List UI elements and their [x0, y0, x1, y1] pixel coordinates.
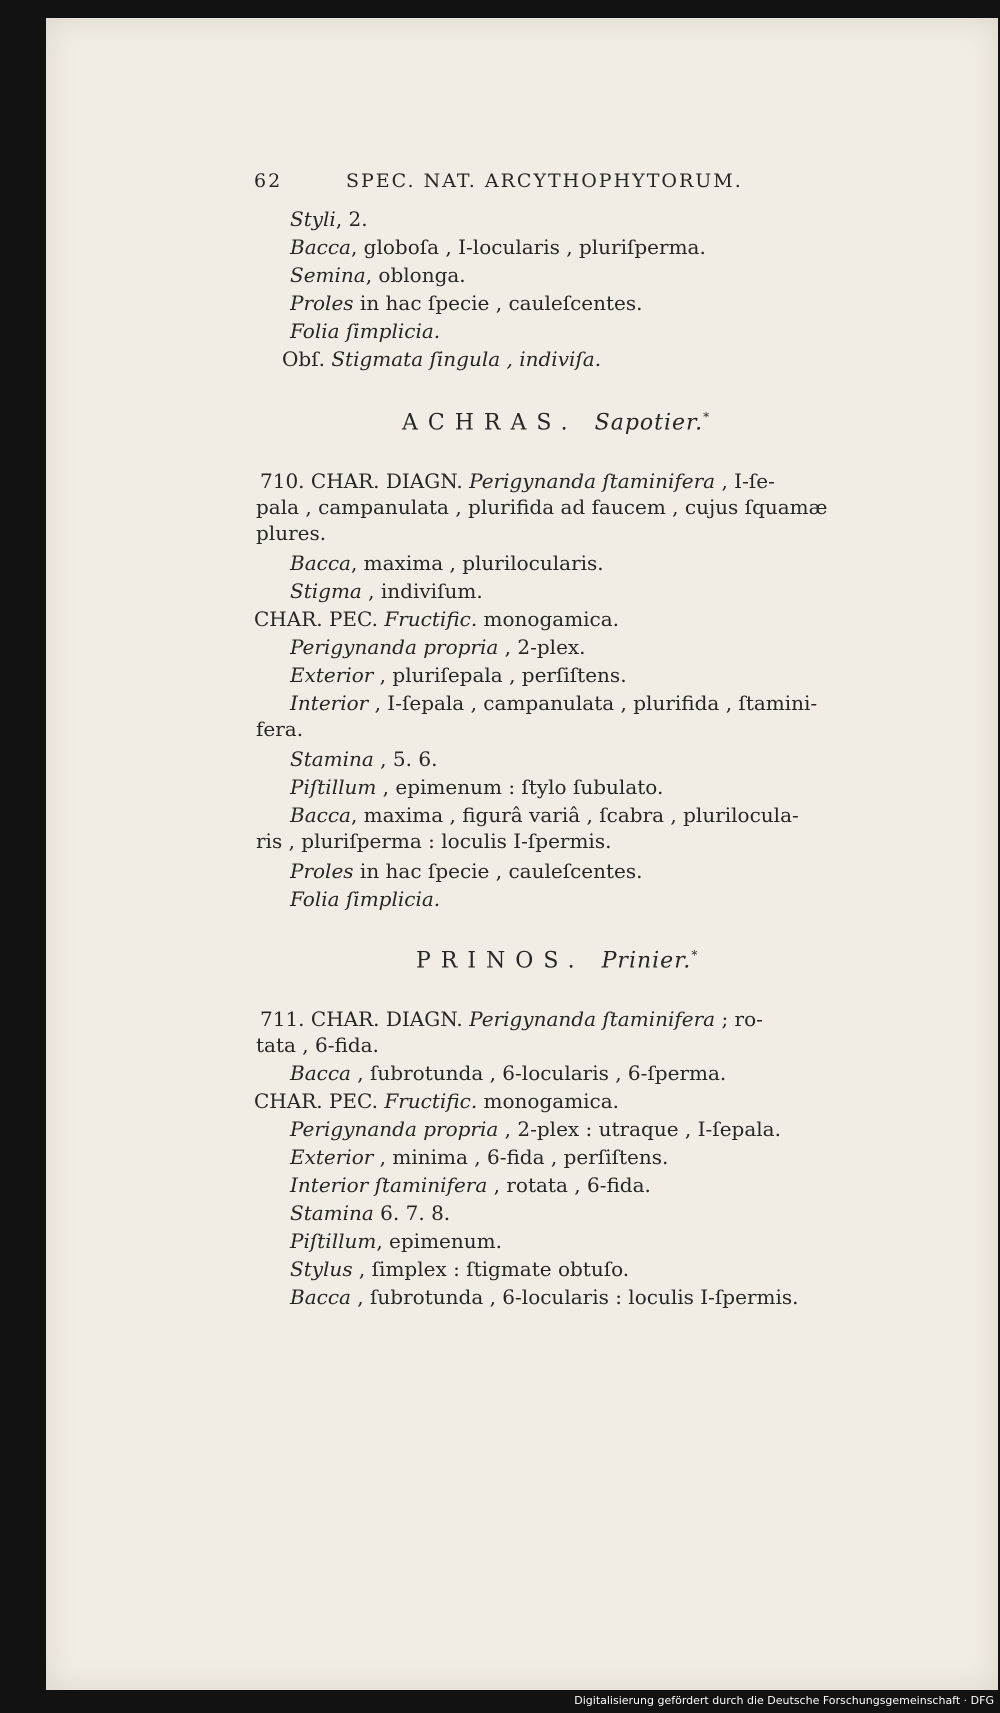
text-line: Bacca , ſubrotunda , 6-locularis : loculis I-ſpermis.	[290, 1285, 799, 1309]
text-line-semina: Semina, oblonga.	[290, 263, 466, 287]
genus-heading-achras: ACHRAS. Sapotier.*	[402, 410, 720, 436]
text-line: Bacca, maxima , figurâ variâ , ſcabra , pluriloculа-	[290, 803, 799, 827]
text-line: Stylus , ſimplex : ſtigmate obtuſo.	[290, 1257, 630, 1281]
text-line: Proles in hac ſpecie , cauleſcentes.	[290, 859, 643, 883]
text-line-obs: Obſ. Stigmata ſingula , indiviſa.	[282, 347, 602, 371]
text-line: fera.	[256, 717, 304, 741]
text-line: 710. CHAR. DIAGN. Perigynanda ſtaminifera , I-ſe-	[260, 469, 775, 493]
digitization-credit: Digitalisierung gefördert durch die Deutsche Forschungsgemeinschaft · DFG	[572, 1691, 996, 1711]
text-line: ris , pluriſperma : loculis I-ſpermis.	[256, 829, 612, 853]
text-line: Bacca, maxima , plurilocularis.	[290, 551, 604, 575]
text-line: Interior ſtaminifera , rotata , 6-fida.	[290, 1173, 651, 1197]
text-line: CHAR. PEC. Fructific. monogamica.	[254, 607, 620, 631]
text-line: pala , campanulata , plurifida ad faucem , cujus ſquamæ	[256, 495, 828, 519]
text-line: Perigynanda propria , 2-plex.	[290, 635, 586, 659]
text-line: Piſtillum , epimenum : ſtylo ſubulato.	[290, 775, 664, 799]
genus-heading-prinos: PRINOS. Prinier.*	[416, 948, 708, 974]
book-page	[46, 18, 998, 1690]
text-line: plures.	[256, 521, 327, 545]
text-line: Interior , I-ſepala , campanulata , plurifida , ſtamini-	[290, 691, 818, 715]
text-line: tata , 6-fida.	[256, 1033, 379, 1057]
text-line: Piſtillum, epimenum.	[290, 1229, 502, 1253]
page-number: 62	[254, 170, 283, 192]
text-line-proles: Proles in hac ſpecie , cauleſcentes.	[290, 291, 643, 315]
text-line-folia: Folia ſimplicia.	[290, 319, 441, 343]
text-line: Stigma , indiviſum.	[290, 579, 483, 603]
text-line: Exterior , pluriſepala , perſiſtens.	[290, 663, 627, 687]
text-line: CHAR. PEC. Fructific. monogamica.	[254, 1089, 620, 1113]
text-line: Folia ſimplicia.	[290, 887, 441, 911]
running-title: SPEC. NAT. ARCYTHOPHYTORUM.	[346, 170, 743, 192]
text-line: Stamina 6. 7. 8.	[290, 1201, 451, 1225]
text-line: 711. CHAR. DIAGN. Perigynanda ſtaminifera ; ro-	[260, 1007, 763, 1031]
text-line: Exterior , minima , 6-fida , perſiſtens.	[290, 1145, 669, 1169]
text-line-styli: Styli, 2.	[290, 207, 368, 231]
text-line: Stamina , 5. 6.	[290, 747, 438, 771]
text-line: Perigynanda propria , 2-plex : utraque , I-ſepala.	[290, 1117, 781, 1141]
text-line-bacca: Bacca, globoſa , I-locularis , pluriſperma.	[290, 235, 706, 259]
text-line: Bacca , ſubrotunda , 6-locularis , 6-ſperma.	[290, 1061, 727, 1085]
